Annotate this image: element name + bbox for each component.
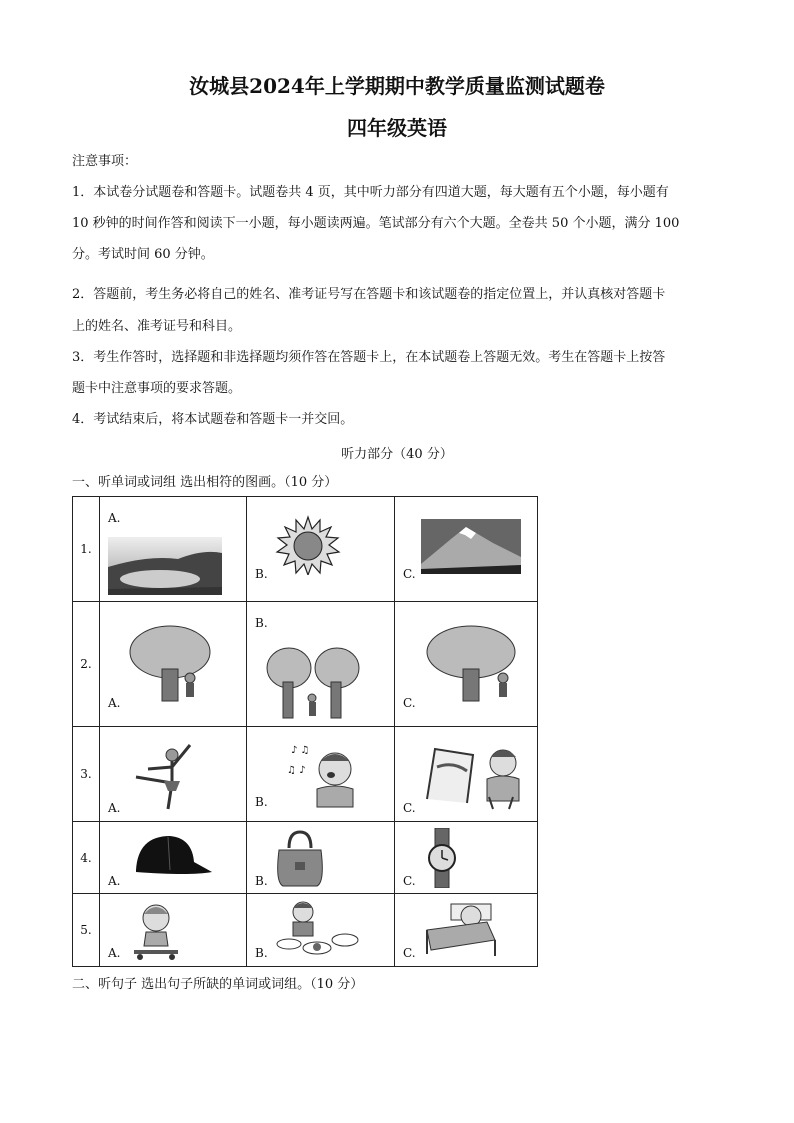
- question-number: 3.: [73, 727, 100, 822]
- skateboard-girl-icon: [126, 900, 186, 962]
- option-cell[interactable]: [395, 602, 538, 727]
- question-number: 2.: [73, 602, 100, 727]
- option-label: C.: [403, 696, 416, 710]
- notes-heading: 注意事项：: [72, 154, 138, 169]
- option-label: A.: [108, 801, 121, 815]
- option-cell[interactable]: [100, 602, 247, 727]
- question-number: 5.: [73, 894, 100, 967]
- table-row: [73, 894, 538, 967]
- option-cell[interactable]: [100, 894, 247, 967]
- option-cell[interactable]: [247, 727, 395, 822]
- option-label: B.: [255, 874, 268, 888]
- option-cell[interactable]: [395, 497, 538, 602]
- option-label: A.: [108, 696, 121, 710]
- option-label: A.: [108, 874, 121, 888]
- lake-mountain-photo: [108, 537, 222, 595]
- singing-boy-icon: [287, 739, 367, 809]
- option-cell[interactable]: [395, 727, 538, 822]
- option-cell[interactable]: [395, 822, 538, 894]
- exam-subtitle: 四年级英语: [347, 116, 447, 140]
- snowy-mountain-photo: [421, 519, 521, 574]
- table-row: [73, 727, 538, 822]
- note-line: 上的姓名、准考证号和科目。: [72, 319, 242, 334]
- note-line: 2．答题前，考生务必将自己的姓名、准考证号写在答题卡和该试题卷的指定位置上，并认真核对答题卡: [72, 287, 666, 302]
- option-cell[interactable]: [247, 894, 395, 967]
- table-row: [73, 602, 538, 727]
- svg-text:♫ ♪: ♫ ♪: [287, 765, 306, 776]
- note-line: 分。考试时间 60 分钟。: [72, 247, 214, 262]
- option-cell[interactable]: [100, 727, 247, 822]
- part2-heading: 二、听句子 选出句子所缺的单词或词组。（10 分）: [72, 977, 364, 992]
- note-line: 4．考试结束后，将本试题卷和答题卡一并交回。: [72, 412, 354, 427]
- note-line: 10 秒钟的时间作答和阅读下一小题，每小题读两遍。笔试部分有六个大题。全卷共 50 个小题，满分 100: [72, 216, 680, 231]
- option-label: A.: [108, 946, 121, 960]
- note-line: 1．本试卷分试题卷和答题卡。试题卷共 4 页，其中听力部分有四道大题，每大题有五个小题，每小题有: [72, 185, 669, 200]
- painting-boy-icon: [423, 737, 533, 813]
- option-label: C.: [403, 801, 416, 815]
- question-number: 1.: [73, 497, 100, 602]
- boy-by-tree-icon: [128, 624, 218, 704]
- option-cell[interactable]: [247, 602, 395, 727]
- option-cell[interactable]: [100, 497, 247, 602]
- sun-icon: [275, 515, 341, 575]
- note-line: 3．考生作答时，选择题和非选择题均须作答在答题卡上，在本试题卷上答题无效。考生在答题卡上按答: [72, 350, 666, 365]
- option-label: B.: [255, 616, 268, 630]
- listening-heading: 听力部分（40 分）: [341, 447, 453, 462]
- table-row: [73, 822, 538, 894]
- boy-behind-tree-icon: [425, 624, 520, 704]
- option-cell[interactable]: [100, 822, 247, 894]
- boy-eating-icon: [275, 898, 365, 960]
- exam-title: 汝城县2024年上学期期中教学质量监测试题卷: [189, 74, 605, 98]
- option-label: B.: [255, 795, 268, 809]
- option-label: B.: [255, 567, 268, 581]
- option-cell[interactable]: [247, 822, 395, 894]
- option-label: C.: [403, 946, 416, 960]
- handbag-icon: [273, 828, 327, 888]
- svg-text:♪ ♫: ♪ ♫: [291, 745, 310, 756]
- boy-between-trees-icon: [265, 646, 361, 722]
- cap-icon: [130, 832, 214, 878]
- dancing-girl-icon: [128, 737, 200, 813]
- option-label: C.: [403, 567, 416, 581]
- option-label: C.: [403, 874, 416, 888]
- watch-icon: [425, 828, 459, 888]
- note-line: 题卡中注意事项的要求答题。: [72, 381, 242, 396]
- part1-heading: 一、听单词或词组 选出相符的图画。（10 分）: [72, 475, 338, 490]
- option-label: B.: [255, 946, 268, 960]
- option-cell[interactable]: [395, 894, 538, 967]
- girl-sleeping-icon: [421, 900, 501, 958]
- option-label: A.: [108, 511, 121, 525]
- option-cell[interactable]: [247, 497, 395, 602]
- picture-question-table: [72, 496, 538, 967]
- question-number: 4.: [73, 822, 100, 894]
- table-row: [73, 497, 538, 602]
